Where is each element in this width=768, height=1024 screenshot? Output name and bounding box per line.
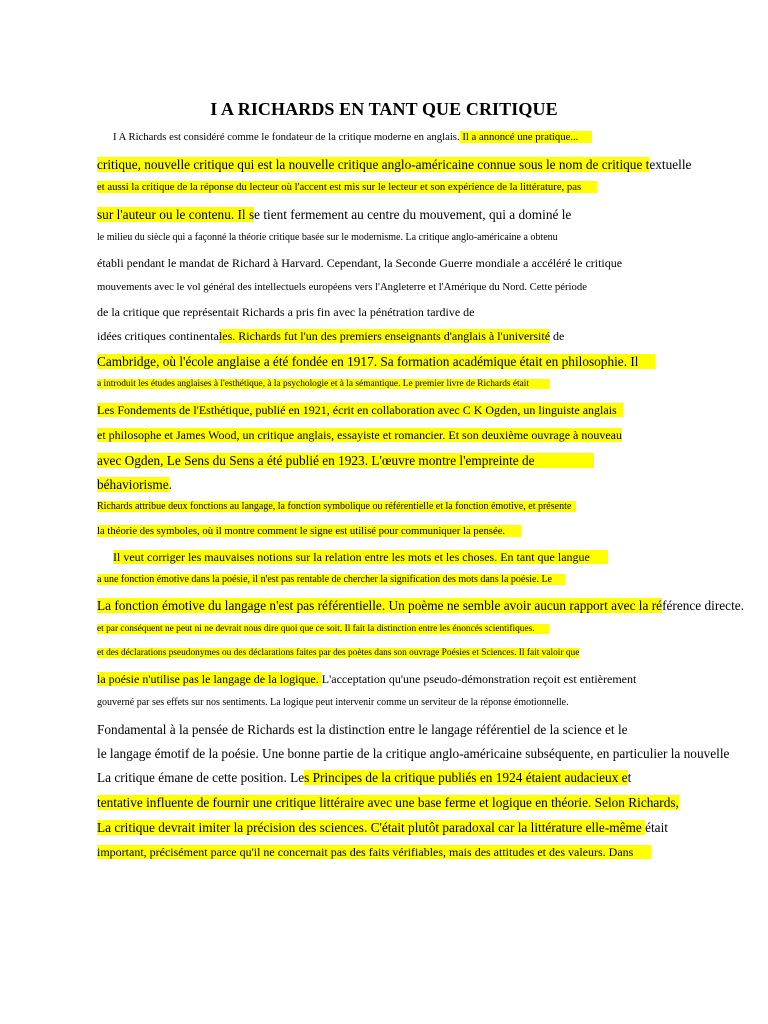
highlighted-text: La critique devrait imiter la précision des sciences. C'était plutôt paradoxal car la littérature elle-même: [97, 820, 646, 835]
text-segment: L'acceptation qu'une pseudo-démonstration reçoit est entièrement: [321, 672, 637, 686]
text-segment: le langage émotif de la poésie. Une bonne partie de la critique anglo-américaine subséquente, en particulier la nouvelle: [97, 746, 730, 761]
highlighted-text: Cambridge, où l'école anglaise a été fondée en 1917. Sa formation académique était en philosophie. Il: [97, 354, 639, 369]
highlighted-text: critique, nouvelle critique qui est la nouvelle critique anglo-américaine connue sous le nom de critique t: [97, 157, 650, 172]
text-line: [97, 796, 679, 809]
highlighted-text: [578, 131, 591, 143]
text-segment: le milieu du siècle qui a façonné la théorie critique basée sur le modernisme. La critique anglo-américaine a obtenu: [97, 232, 558, 243]
text-line: [97, 599, 744, 612]
highlighted-text: [552, 574, 565, 585]
text-line: [97, 575, 565, 585]
text-line: [97, 429, 622, 441]
highlighted-text: et philosophe et James Wood, un critique anglais, essayiste et romancier. Et son deuxième ouvrage à nouveau: [97, 428, 622, 442]
highlighted-text: Il a annoncé une pratique...: [459, 131, 579, 143]
text-line: [97, 747, 729, 760]
highlighted-text: [535, 453, 595, 468]
text-line: [97, 208, 571, 221]
highlighted-text: [590, 550, 608, 564]
text-line: [97, 649, 579, 658]
highlighted-text: et des déclarations pseudonymes ou des déclarations faites par des poètes dans son ouvrage Poésies et Sciences. Il fait valoir que: [97, 648, 580, 658]
text-segment: t: [627, 770, 632, 785]
text-line: [97, 454, 594, 467]
text-line: [97, 182, 597, 193]
highlighted-text: important, précisément parce qu'il ne concernait pas des faits vérifiables, mais des attitudes et des valeurs. Dans: [97, 845, 634, 859]
text-line: [97, 771, 631, 784]
text-line: [97, 257, 622, 269]
highlighted-text: Il veut corriger les mauvaises notions sur la relation entre les mots et les choses. En tant que langue: [113, 550, 590, 564]
highlighted-text: [617, 403, 623, 417]
text-segment: férence directe.: [662, 598, 744, 613]
text-line: [97, 821, 668, 834]
text-line: [97, 282, 587, 293]
highlighted-text: [535, 624, 549, 634]
text-line: [97, 330, 564, 342]
highlighted-text: les. Richards fut l'un des premiers enseignants d'anglais à l'université: [218, 329, 551, 343]
highlighted-text: [633, 845, 651, 859]
highlighted-text: béhaviorisme: [97, 477, 169, 492]
text-segment: établi pendant le mandat de Richard à Harvard. Cependant, la Seconde Guerre mondiale a accéléré le critique: [97, 256, 623, 270]
highlighted-text: a une fonction émotive dans la poésie, il n'est pas rentable de chercher la signification des mots dans la poésie. Le: [97, 574, 552, 585]
highlighted-text: sur l'auteur ou le contenu. Il s: [97, 207, 255, 222]
text-line: [97, 698, 569, 708]
text-line: [97, 355, 655, 368]
text-segment: I A Richards est considéré comme le fondateur de la critique moderne en anglais.: [113, 131, 460, 143]
text-segment: idées critiques continenta: [97, 329, 219, 343]
text-line: [97, 502, 576, 512]
highlighted-text: [571, 501, 576, 512]
highlighted-text: la poésie n'utilise pas le langage de la logique.: [97, 672, 322, 686]
text-line: [97, 625, 549, 634]
text-line: [97, 233, 558, 243]
text-segment: de: [550, 329, 565, 343]
text-line: [97, 404, 623, 416]
highlighted-text: La fonction émotive du langage n'est pas référentielle. Un poème ne semble avoir aucun rapport avec la ré: [97, 598, 663, 613]
highlighted-text: [505, 525, 521, 537]
highlighted-text: [581, 181, 597, 193]
text-line: [97, 846, 651, 858]
text-line: [97, 526, 521, 537]
text-line: [97, 158, 691, 171]
text-segment: e tient fermement au centre du mouvement, qui a dominé le: [254, 207, 572, 222]
text-line: [113, 132, 592, 143]
text-line: [97, 478, 172, 491]
text-segment: .: [168, 477, 172, 492]
highlighted-text: et par conséquent ne peut ni ne devrait nous dire quoi que ce soit. Il fait la distinction entre les énoncés scientifiques.: [97, 624, 535, 634]
highlighted-text: [638, 354, 655, 369]
text-line: [97, 673, 636, 685]
highlighted-text: [529, 379, 550, 389]
highlighted-text: tentative influente de fournir une critique littéraire avec une base ferme et logique en théorie. Selon Richards,: [97, 795, 679, 810]
text-segment: La critique émane de cette position. Le: [97, 770, 305, 785]
highlighted-text: avec Ogden, Le Sens du Sens a été publié en 1923. L'œuvre montre l'empreinte de: [97, 453, 535, 468]
text-segment: gouverné par ses effets sur nos sentiments. La logique peut intervenir comme un serviteur de la réponse émotionnelle.: [97, 697, 569, 708]
text-line: [97, 723, 628, 736]
text-segment: de la critique que représentait Richards a pris fin avec la pénétration tardive de: [97, 305, 475, 319]
highlighted-text: et aussi la critique de la réponse du lecteur où l'accent est mis sur le lecteur et son expérience de la littérature, pas: [97, 181, 582, 193]
highlighted-text: la théorie des symboles, où il montre comment le signe est utilisé pour communiquer la pensée.: [97, 525, 506, 537]
highlighted-text: a introduit les études anglaises à l'esthétique, à la psychologie et à la sémantique. Le premier livre de Richards était: [97, 379, 530, 389]
document-title: I A RICHARDS EN TANT QUE CRITIQUE: [210, 99, 558, 119]
highlighted-text: Les Fondements de l'Esthétique, publié en 1921, écrit en collaboration avec C K Ogden, un linguiste anglais: [97, 403, 617, 417]
text-line: [97, 306, 475, 318]
text-segment: mouvements avec le vol général des intellectuels européens vers l'Angleterre et l'Amérique du Nord. Cette période: [97, 281, 587, 293]
text-line: [113, 551, 608, 563]
text-segment: était: [645, 820, 668, 835]
highlighted-text: s Principes de la critique publiés en 1924 étaient audacieux e: [304, 770, 628, 785]
highlighted-text: Richards attribue deux fonctions au langage, la fonction symbolique ou référentielle et la fonction émotive, et présente: [97, 501, 572, 512]
text-line: [97, 380, 550, 389]
text-segment: extuelle: [649, 157, 692, 172]
text-segment: Fondamental à la pensée de Richards est la distinction entre le langage référentiel de la science et le: [97, 722, 628, 737]
